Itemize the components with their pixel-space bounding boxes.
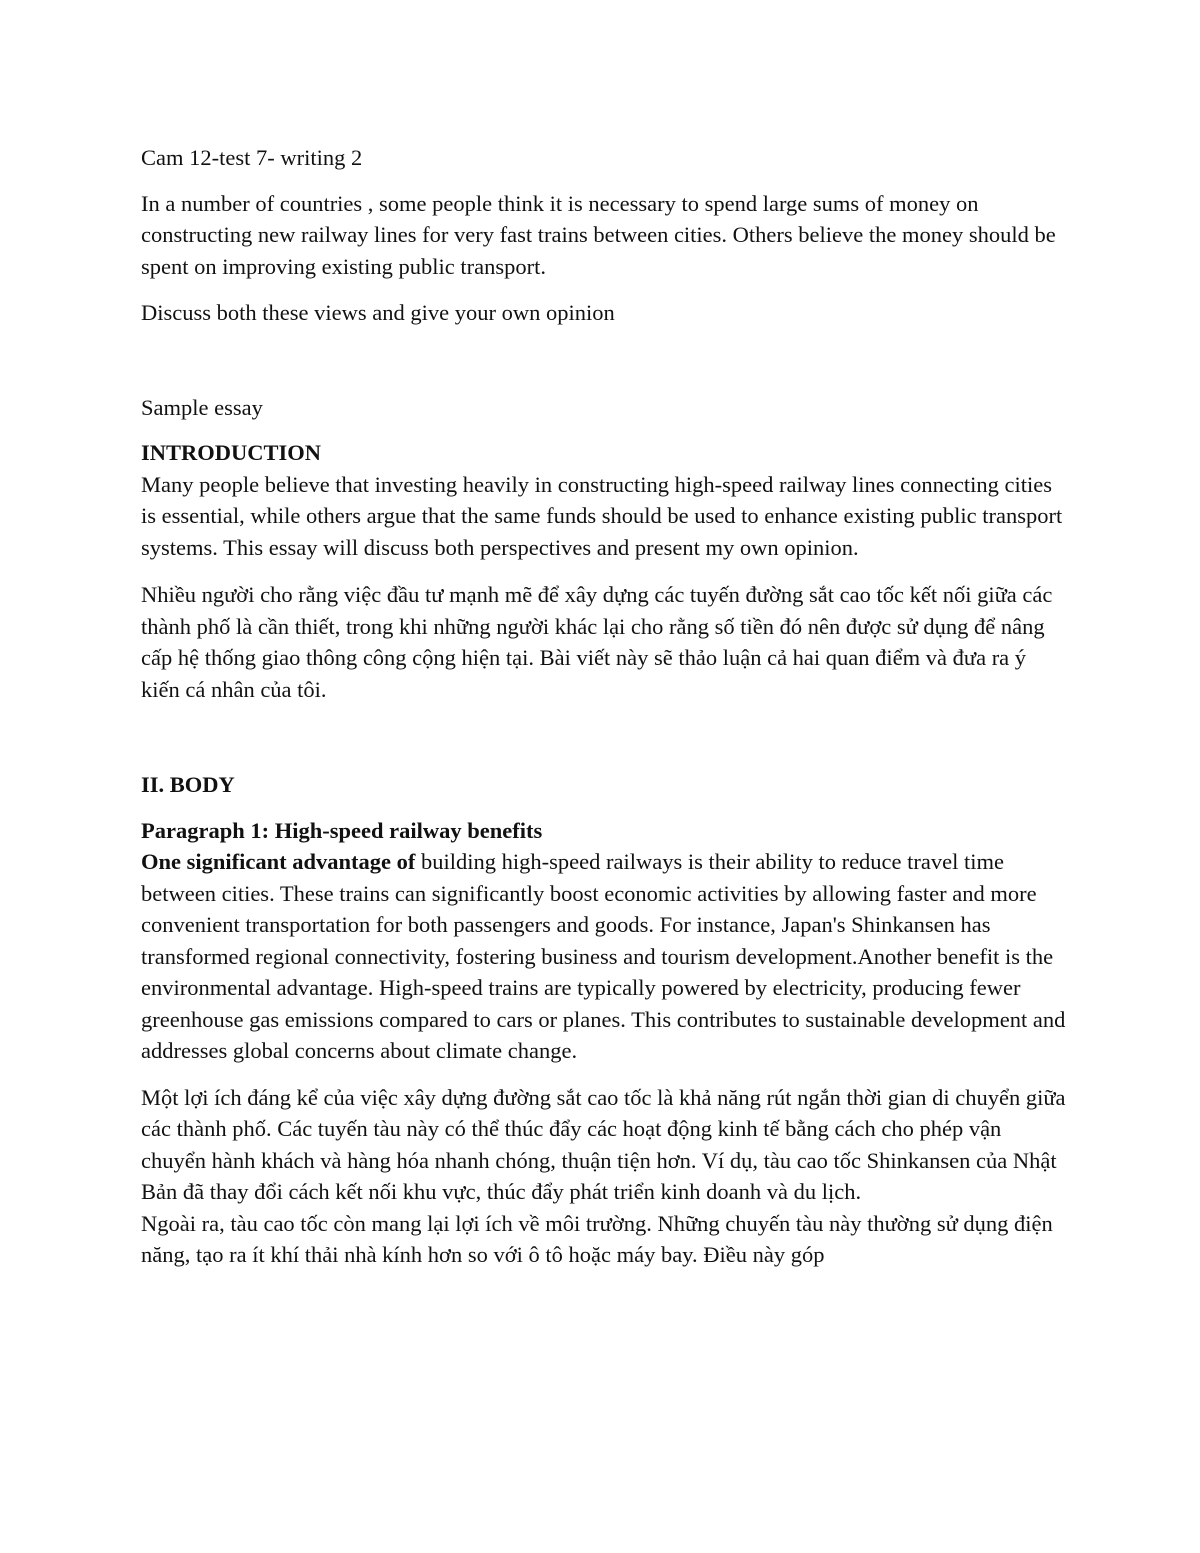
sample-essay-label: Sample essay [141, 394, 263, 420]
paragraph1-vietnamese-2: Ngoài ra, tàu cao tốc còn mang lại lợi ích về môi trường. Những chuyến tàu này thường sử dụng điện năng, tạo ra ít khí thải nhà kính hơn so với ô tô hoặc máy bay. Điều này góp [141, 1210, 1053, 1267]
task-prompt: In a number of countries , some people think it is necessary to spend large sums of money on constructing new railway lines for very fast trains between cities. Others believe the money should be spent on improving existing public transport. [141, 190, 1056, 279]
paragraph1-heading-text: Paragraph 1: High-speed railway benefits [141, 817, 543, 843]
document-title: Cam 12-test 7- writing 2 [141, 145, 363, 170]
paragraph1-lead-bold: One significant advantage of [141, 849, 416, 874]
introduction-heading [141, 437, 1066, 469]
paragraph1-english [141, 846, 1066, 1067]
task-instruction: Discuss both these views and give your own opinion [141, 300, 615, 325]
paragraph1-english-text: building high-speed railways is their ability to reduce travel time between cities. These trains can significantly boost economic activities by allowing faster and more convenient transportation for both passengers and goods. For instance, Japan's Shinkansen has transformed regional connectivity, fostering business and tourism development.Another benefit is the environmental advantage. High-speed trains are typically powered by electricity, producing fewer greenhouse gas emissions compared to cars or planes. This contributes to sustainable development and addresses global concerns about climate change. [141, 849, 1066, 1063]
body-heading [141, 769, 1066, 801]
paragraph1-vietnamese-1: Một lợi ích đáng kể của việc xây dựng đường sắt cao tốc là khả năng rút ngắn thời gian di chuyển giữa các thành phố. Các tuyến tàu này có thể thúc đẩy các hoạt động kinh tế bằng cách cho phép vận chuyển hành khách và hàng hóa nhanh chóng, thuận tiện hơn. Ví dụ, tàu cao tốc Shinkansen của Nhật Bản đã thay đổi cách kết nối khu vực, thúc đẩy phát triển kinh doanh và du lịch. [141, 1084, 1066, 1204]
paragraph1-heading [141, 815, 1066, 847]
introduction-vietnamese: Nhiều người cho rằng việc đầu tư mạnh mẽ để xây dựng các tuyến đường sắt cao tốc kết nối giữa các thành phố là cần thiết, trong khi những người khác lại cho rằng số tiền đó nên được sử dụng để nâng cấp hệ thống giao thông công cộng hiện tại. Bài viết này sẽ thảo luận cả hai quan điểm và đưa ra ý kiến cá nhân của tôi. [141, 582, 1053, 702]
body-heading-text: II. BODY [141, 772, 235, 797]
introduction-english: Many people believe that investing heavily in constructing high-speed railway lines connecting cities is essential, while others argue that the same funds should be used to enhance existing public transport systems. This essay will discuss both perspectives and present my own opinion. [141, 471, 1063, 560]
introduction-heading-text: INTRODUCTION [141, 440, 322, 465]
document-page [141, 142, 1066, 1271]
